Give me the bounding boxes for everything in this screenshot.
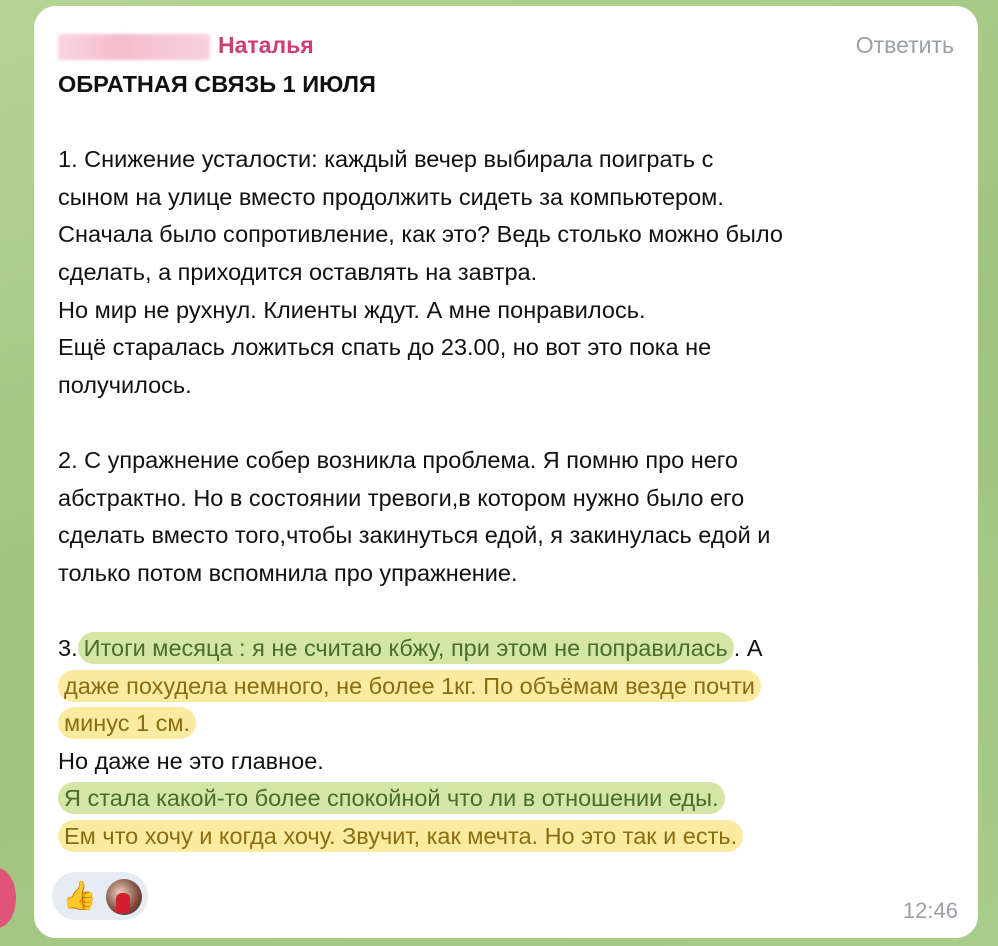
text-line: 1. Снижение усталости: каждый вечер выбирала поиграть с (58, 146, 714, 173)
sender-avatar-edge[interactable] (0, 868, 16, 928)
list-number: 3. (58, 634, 78, 661)
text-line: Но даже не это главное. (58, 747, 324, 774)
blank-line (58, 104, 958, 142)
text-line: сделать вместо того,чтобы закинуться едой, я закинулась едой и (58, 522, 771, 549)
blank-line (58, 592, 958, 630)
message-header (58, 32, 954, 62)
blurred-surname (58, 34, 210, 60)
message-bubble (34, 6, 978, 938)
text-line (58, 780, 958, 818)
reply-button[interactable]: Ответить (855, 32, 954, 58)
text-line: получилось. (58, 371, 192, 398)
text-line (58, 668, 958, 706)
text-line: Но мир не рухнул. Клиенты ждут. А мне понравилось. (58, 296, 646, 323)
text-line: 2. С упражнение собер возникла проблема. Я помню про него (58, 446, 738, 473)
highlight-green: Я стала какой-то более спокойной что ли в отношении еды. (58, 782, 725, 814)
reaction-pill[interactable] (52, 872, 148, 920)
highlight-yellow: минус 1 см. (58, 707, 196, 739)
reactor-avatar[interactable] (106, 879, 142, 915)
text-line: абстрактно. Но в состоянии тревоги,в котором нужно было его (58, 484, 745, 511)
text-line (58, 630, 958, 668)
highlight-green: Итоги месяца : я не считаю кбжу, при этом не поправилась (78, 632, 734, 664)
blank-line (58, 404, 958, 442)
message-title: ОБРАТНАЯ СВЯЗЬ 1 ИЮЛЯ (58, 71, 376, 97)
highlight-yellow: даже похудела немного, не более 1кг. По объёмам везде почти (58, 670, 761, 702)
text-line: Сначала было сопротивление, как это? Ведь столько можно было (58, 221, 783, 248)
message-text (58, 66, 958, 855)
text-line: Ещё старалась ложиться спать до 23.00, но вот это пока не (58, 334, 712, 361)
thumbs-up-icon: 👍 (62, 880, 97, 911)
text-fragment: . А (733, 634, 763, 661)
text-line (58, 705, 958, 743)
text-line (58, 818, 958, 856)
sender-name[interactable]: Наталья (218, 32, 314, 58)
text-line: сделать, а приходится оставлять на завтра. (58, 258, 538, 285)
message-time: 12:46 (902, 898, 958, 923)
text-line: сыном на улице вместо продолжить сидеть за компьютером. (58, 183, 724, 210)
highlight-yellow: Ем что хочу и когда хочу. Звучит, как мечта. Но это так и есть. (58, 820, 743, 852)
text-line: только потом вспомнила про упражнение. (58, 559, 518, 586)
